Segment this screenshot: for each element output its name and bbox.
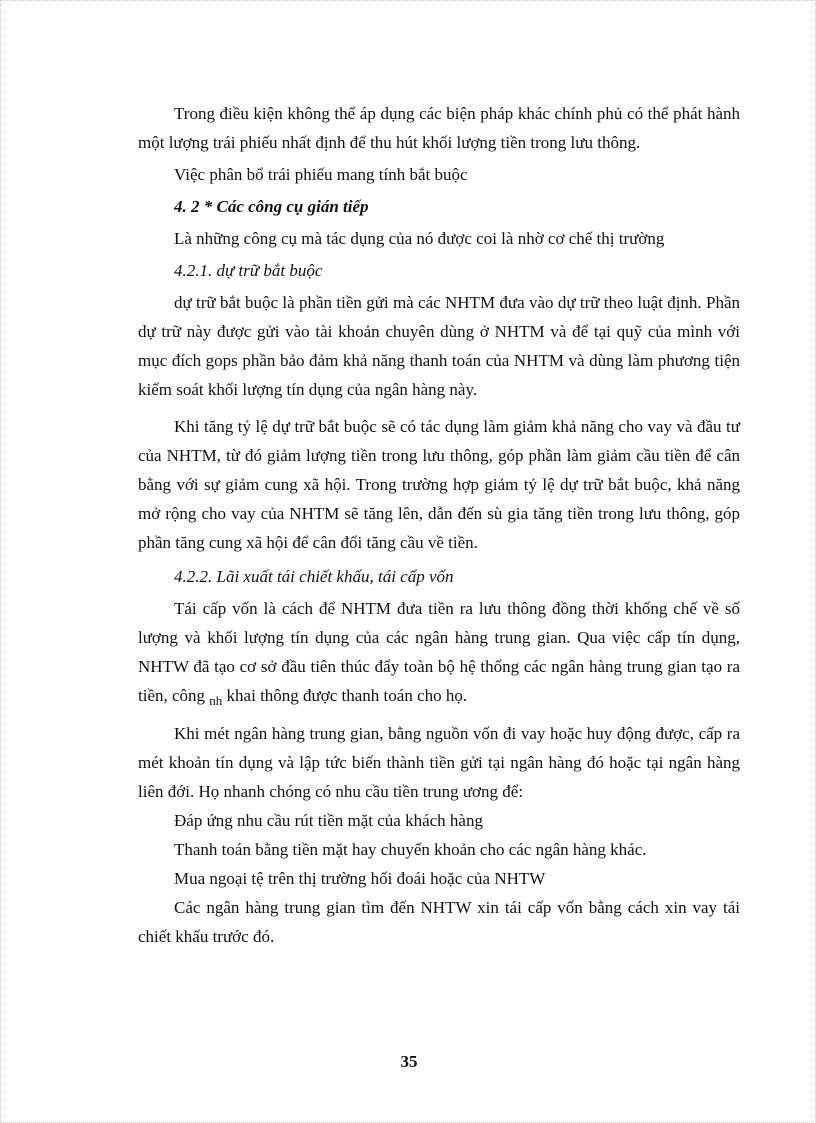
paragraph-refinancing-subscript: nh: [209, 693, 223, 708]
paragraph-refinancing-request: Các ngân hàng trung gian tìm đến NHTW xin tái cấp vốn bằng cách xin vay tái chiết khấu trước đó.: [138, 898, 740, 946]
page-content: [138, 99, 740, 954]
paragraph-refinancing-part-a: Tái cấp vốn là cách để NHTM đưa tiền ra lưu thông đồng thời khống chế về số lượng và khối lượng tín dụng của các ngân hàng trung gian. Qua việc cấp tín dụng, NHTW đã tạo cơ sở đầu tiên thúc đẩy toàn bộ hệ thống các ngân hàng trung gian tạo ra tiền, công: [138, 599, 740, 705]
heading-required-reserve: 4.2.1. dự trữ bắt buộc: [174, 261, 323, 280]
paragraph-credit-creation: Khi mét ngân hàng trung gian, bằng nguồn vốn đi vay hoặc huy động được, cấp ra mét khoản tín dụng và lập tức biến thành tiền gửi tại ngân hàng đó hoặc tại ngân hàng liên đới. Họ nhanh chóng có nhu cầu tiền trung ương để:: [138, 724, 740, 801]
list-item-foreign-currency: Mua ngoại tệ trên thị trường hối đoái hoặc của NHTW: [174, 869, 546, 888]
list-item-cash-withdrawal: Đáp ứng nhu cầu rút tiền mặt của khách hàng: [174, 811, 483, 830]
paragraph-bond-issuance: Trong điều kiện không thể áp dụng các biện pháp khác chính phủ có thể phát hành một lượng trái phiếu nhất định để thu hút khối lượng tiền trong lưu thông.: [138, 104, 740, 152]
page-number: 35: [400, 1052, 418, 1071]
paragraph-required-reserve-definition: dự trữ bắt buộc là phần tiền gửi mà các NHTM đưa vào dự trữ theo luật định. Phần dự trữ này được gửi vào tài khoản chuyên dùng ở NHTM và để tại quỹ của mình với mục đích gops phần bảo đảm khả năng thanh toán của NHTM và dùng làm phương tiện kiểm soát khối lượng tín dụng của ngân hàng này.: [138, 293, 740, 399]
heading-indirect-tools: 4. 2 * Các công cụ gián tiếp: [174, 197, 369, 216]
paragraph-refinancing-part-b: khai thông được thanh toán cho họ.: [226, 686, 468, 705]
paragraph-indirect-tools-intro: Là những công cụ mà tác dụng của nó được coi là nhờ cơ chế thị trường: [174, 229, 665, 248]
heading-discount-rate: 4.2.2. Lãi xuất tái chiết khấu, tái cấp vốn: [174, 567, 454, 586]
paragraph-required-reserve-effect: Khi tăng tỷ lệ dự trữ bắt buộc sẽ có tác dụng làm giảm khả năng cho vay và đầu tư của NHTM, từ đó giảm lượng tiền trong lưu thông, góp phần làm giảm cầu tiền để cân bằng với sự giảm cung xã hội. Trong trường hợp giảm tỷ lệ dự trữ bắt buộc, khả năng mở rộng cho vay của NHTM sẽ tăng lên, dẫn đến sù gia tăng tiền trong lưu thông, góp phần tăng cung xã hội để cân đối tăng cầu về tiền.: [138, 417, 740, 552]
list-item-interbank-payment: Thanh toán bằng tiền mặt hay chuyển khoản cho các ngân hàng khác.: [174, 840, 647, 859]
paragraph-bond-allocation: Việc phân bổ trái phiếu mang tính bắt buộc: [174, 165, 468, 184]
paragraph-refinancing: [138, 594, 740, 711]
